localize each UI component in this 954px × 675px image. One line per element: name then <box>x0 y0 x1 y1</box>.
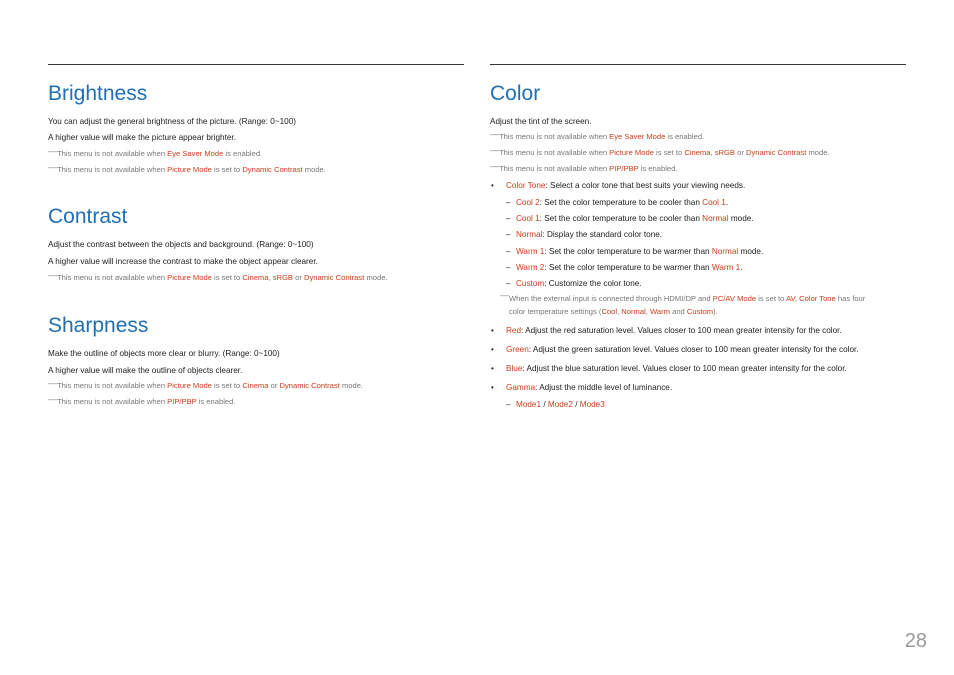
right-column <box>490 64 906 410</box>
gamma-item: • Gamma: Adjust the middle level of luminance. <box>491 383 673 392</box>
color-heading: Color <box>490 82 541 105</box>
gamma-modes: – Mode1 / Mode2 / Mode3 <box>506 400 605 409</box>
sharpness-desc: Make the outline of objects more clear or blurry. (Range: 0~100) <box>48 349 280 358</box>
list-item: – Warm 1: Set the color temperature to be warmer than Normal mode. <box>506 247 764 256</box>
color-tone-item: • Color Tone: Select a color tone that best suits your viewing needs. <box>491 181 746 190</box>
top-rule <box>490 64 906 65</box>
color-note-2: — This menu is not available when Picture Mode is set to Cinema, sRGB or Dynamic Contrast mode. <box>490 145 830 157</box>
brightness-desc-2: A higher value will make the picture appear brighter. <box>48 133 236 142</box>
list-item: – Normal: Display the standard color tone. <box>506 230 663 239</box>
color-tone-sublist <box>490 197 906 289</box>
brightness-desc: You can adjust the general brightness of the picture. (Range: 0~100) <box>48 117 296 126</box>
contrast-desc-2: A higher value will increase the contrast to make the object appear clearer. <box>48 257 318 266</box>
brightness-note-2: — This menu is not available when Picture Mode is set to Dynamic Contrast mode. <box>48 162 326 174</box>
green-item: • Green: Adjust the green saturation level. Values closer to 100 mean greater intensity for the color. <box>491 345 859 354</box>
color-desc: Adjust the tint of the screen. <box>490 117 592 126</box>
contrast-desc: Adjust the contrast between the objects and background. (Range: 0~100) <box>48 240 314 249</box>
sharpness-note-2: — This menu is not available when PIP/PBP is enabled. <box>48 394 236 406</box>
left-column <box>48 64 464 407</box>
brightness-heading: Brightness <box>48 82 148 105</box>
list-item: – Warm 2: Set the color temperature to be warmer than Warm 1. <box>506 263 743 272</box>
blue-item: • Blue: Adjust the blue saturation level. Values closer to 100 mean greater intensity for the color. <box>491 364 847 373</box>
list-item: – Custom: Customize the color tone. <box>506 279 642 288</box>
contrast-note-1: — This menu is not available when Picture Mode is set to Cinema, sRGB or Dynamic Contrast mode. <box>48 270 388 282</box>
sharpness-desc-2: A higher value will make the outline of objects clearer. <box>48 366 243 375</box>
list-item: – Cool 2: Set the color temperature to be cooler than Cool 1. <box>506 198 729 207</box>
page-number: 28 <box>904 630 927 652</box>
sharpness-heading: Sharpness <box>48 314 149 337</box>
color-note-1: — This menu is not available when Eye Saver Mode is enabled. <box>490 129 705 141</box>
sharpness-note-1: — This menu is not available when Picture Mode is set to Cinema or Dynamic Contrast mode. <box>48 378 364 390</box>
brightness-note-1: — This menu is not available when Eye Saver Mode is enabled. <box>48 146 263 158</box>
color-tone-note: — When the external input is connected through HDMI/DP and PC/AV Mode is set to AV, Color Tone has four color temperature settings (Cool, Normal, Warm and Custom). <box>500 290 866 316</box>
color-note-3: — This menu is not available when PIP/PBP is enabled. <box>490 161 678 173</box>
top-rule <box>48 64 464 65</box>
red-item: • Red: Adjust the red saturation level. Values closer to 100 mean greater intensity for the color. <box>491 326 842 335</box>
list-item: – Cool 1: Set the color temperature to be cooler than Normal mode. <box>506 214 754 223</box>
contrast-heading: Contrast <box>48 205 128 228</box>
